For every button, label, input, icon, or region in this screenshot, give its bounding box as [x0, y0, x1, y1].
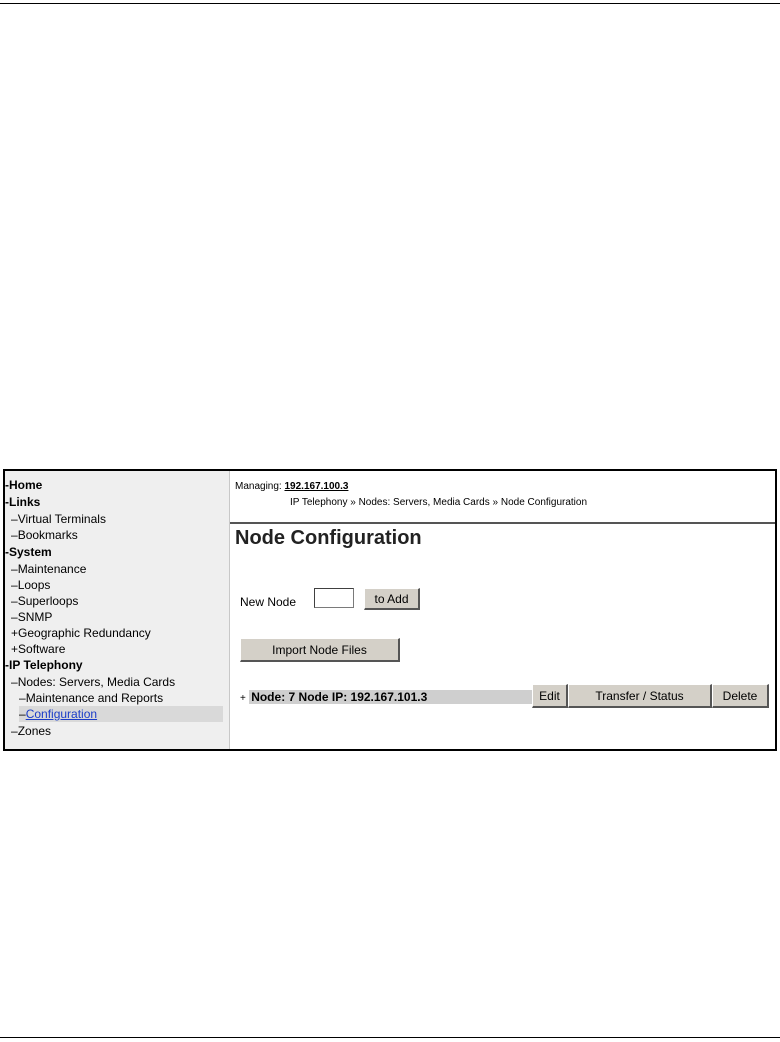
header-divider [230, 522, 775, 524]
sidebar-item-label: IP Telephony [9, 658, 83, 672]
sidebar-item-ip-telephony[interactable] [5, 657, 83, 673]
sidebar-item-prefix[interactable]: - [5, 545, 9, 559]
delete-node-button[interactable]: Delete [712, 684, 769, 708]
node-expand-toggle[interactable]: + [240, 693, 246, 704]
sidebar-item-zones[interactable] [11, 723, 51, 739]
sidebar-item-prefix[interactable]: – [19, 707, 26, 721]
sidebar-item-prefix[interactable]: – [19, 691, 26, 705]
new-node-label: New Node [240, 595, 297, 609]
sidebar-item-label: Superloops [17, 594, 79, 608]
sidebar-item-label: Software [18, 642, 66, 656]
bottom-rule [0, 1037, 780, 1038]
add-node-button[interactable]: to Add [364, 588, 420, 610]
managing-line [235, 481, 348, 492]
sidebar-item-label: Loops [17, 578, 51, 592]
sidebar-item-home[interactable] [5, 477, 42, 493]
sidebar-item-label: System [9, 545, 52, 559]
page-title: Node Configuration [235, 527, 422, 549]
sidebar-item-label: Geographic Redundancy [18, 626, 151, 640]
managing-ip-link[interactable]: 192.167.100.3 [284, 481, 349, 492]
sidebar-item-prefix[interactable]: + [11, 642, 19, 656]
sidebar-item-bookmarks[interactable] [11, 527, 78, 543]
sidebar-item-prefix[interactable]: – [11, 675, 18, 689]
transfer-status-button[interactable]: Transfer / Status [568, 684, 712, 708]
main-panel [230, 471, 775, 749]
sidebar-item-software[interactable] [11, 641, 65, 657]
sidebar-item-loops[interactable] [11, 577, 50, 593]
edit-node-button[interactable]: Edit [532, 684, 568, 708]
sidebar-item-label: Maintenance [17, 562, 87, 576]
sidebar-item-geographic-redundancy[interactable] [11, 625, 151, 641]
top-rule [0, 3, 780, 4]
sidebar-item-links[interactable] [5, 494, 40, 510]
sidebar-item-label: Virtual Terminals [17, 512, 106, 526]
sidebar-item-superloops[interactable] [11, 593, 78, 609]
sidebar-item-label: Links [9, 495, 41, 509]
sidebar-item-prefix[interactable]: – [11, 512, 18, 526]
sidebar-item-prefix[interactable]: – [11, 528, 18, 542]
node-row [240, 689, 530, 705]
new-node-input[interactable] [314, 588, 354, 608]
sidebar-item-prefix[interactable]: – [11, 578, 18, 592]
sidebar-item-system[interactable] [5, 544, 52, 560]
managing-label: Managing: [235, 481, 282, 492]
sidebar-item-label: SNMP [17, 610, 53, 624]
sidebar-item-maintenance[interactable] [11, 561, 86, 577]
sidebar-item-prefix[interactable]: - [5, 495, 9, 509]
sidebar-item-label: Nodes: Servers, Media Cards [17, 675, 176, 689]
breadcrumb: IP Telephony » Nodes: Servers, Media Cards » Node Configuration [290, 497, 588, 508]
sidebar-item-prefix[interactable]: + [11, 626, 19, 640]
sidebar-item-nodes-servers-media-cards[interactable] [11, 674, 175, 690]
sidebar-item-prefix[interactable]: – [11, 610, 18, 624]
sidebar-item-label: Maintenance and Reports [25, 691, 164, 705]
screenshot-frame [3, 469, 777, 751]
sidebar-item-label: Zones [17, 724, 52, 738]
import-node-files-button[interactable]: Import Node Files [240, 638, 400, 662]
sidebar-item-snmp[interactable] [11, 609, 52, 625]
sidebar-item-label: Home [9, 478, 43, 492]
sidebar-item-prefix[interactable]: - [5, 478, 9, 492]
sidebar-item-prefix[interactable]: - [5, 658, 9, 672]
sidebar-item-prefix[interactable]: – [11, 594, 18, 608]
node-row-label: Node: 7 Node IP: 192.167.101.3 [249, 690, 577, 704]
sidebar-item-label: Bookmarks [17, 528, 78, 542]
sidebar-item-maintenance-and-reports[interactable] [19, 690, 163, 706]
sidebar-item-configuration[interactable] [19, 706, 223, 722]
sidebar-item-prefix[interactable]: – [11, 724, 18, 738]
sidebar [5, 471, 230, 749]
sidebar-item-prefix[interactable]: – [11, 562, 18, 576]
sidebar-item-virtual-terminals[interactable] [11, 511, 106, 527]
sidebar-item-label[interactable]: Configuration [25, 707, 98, 721]
